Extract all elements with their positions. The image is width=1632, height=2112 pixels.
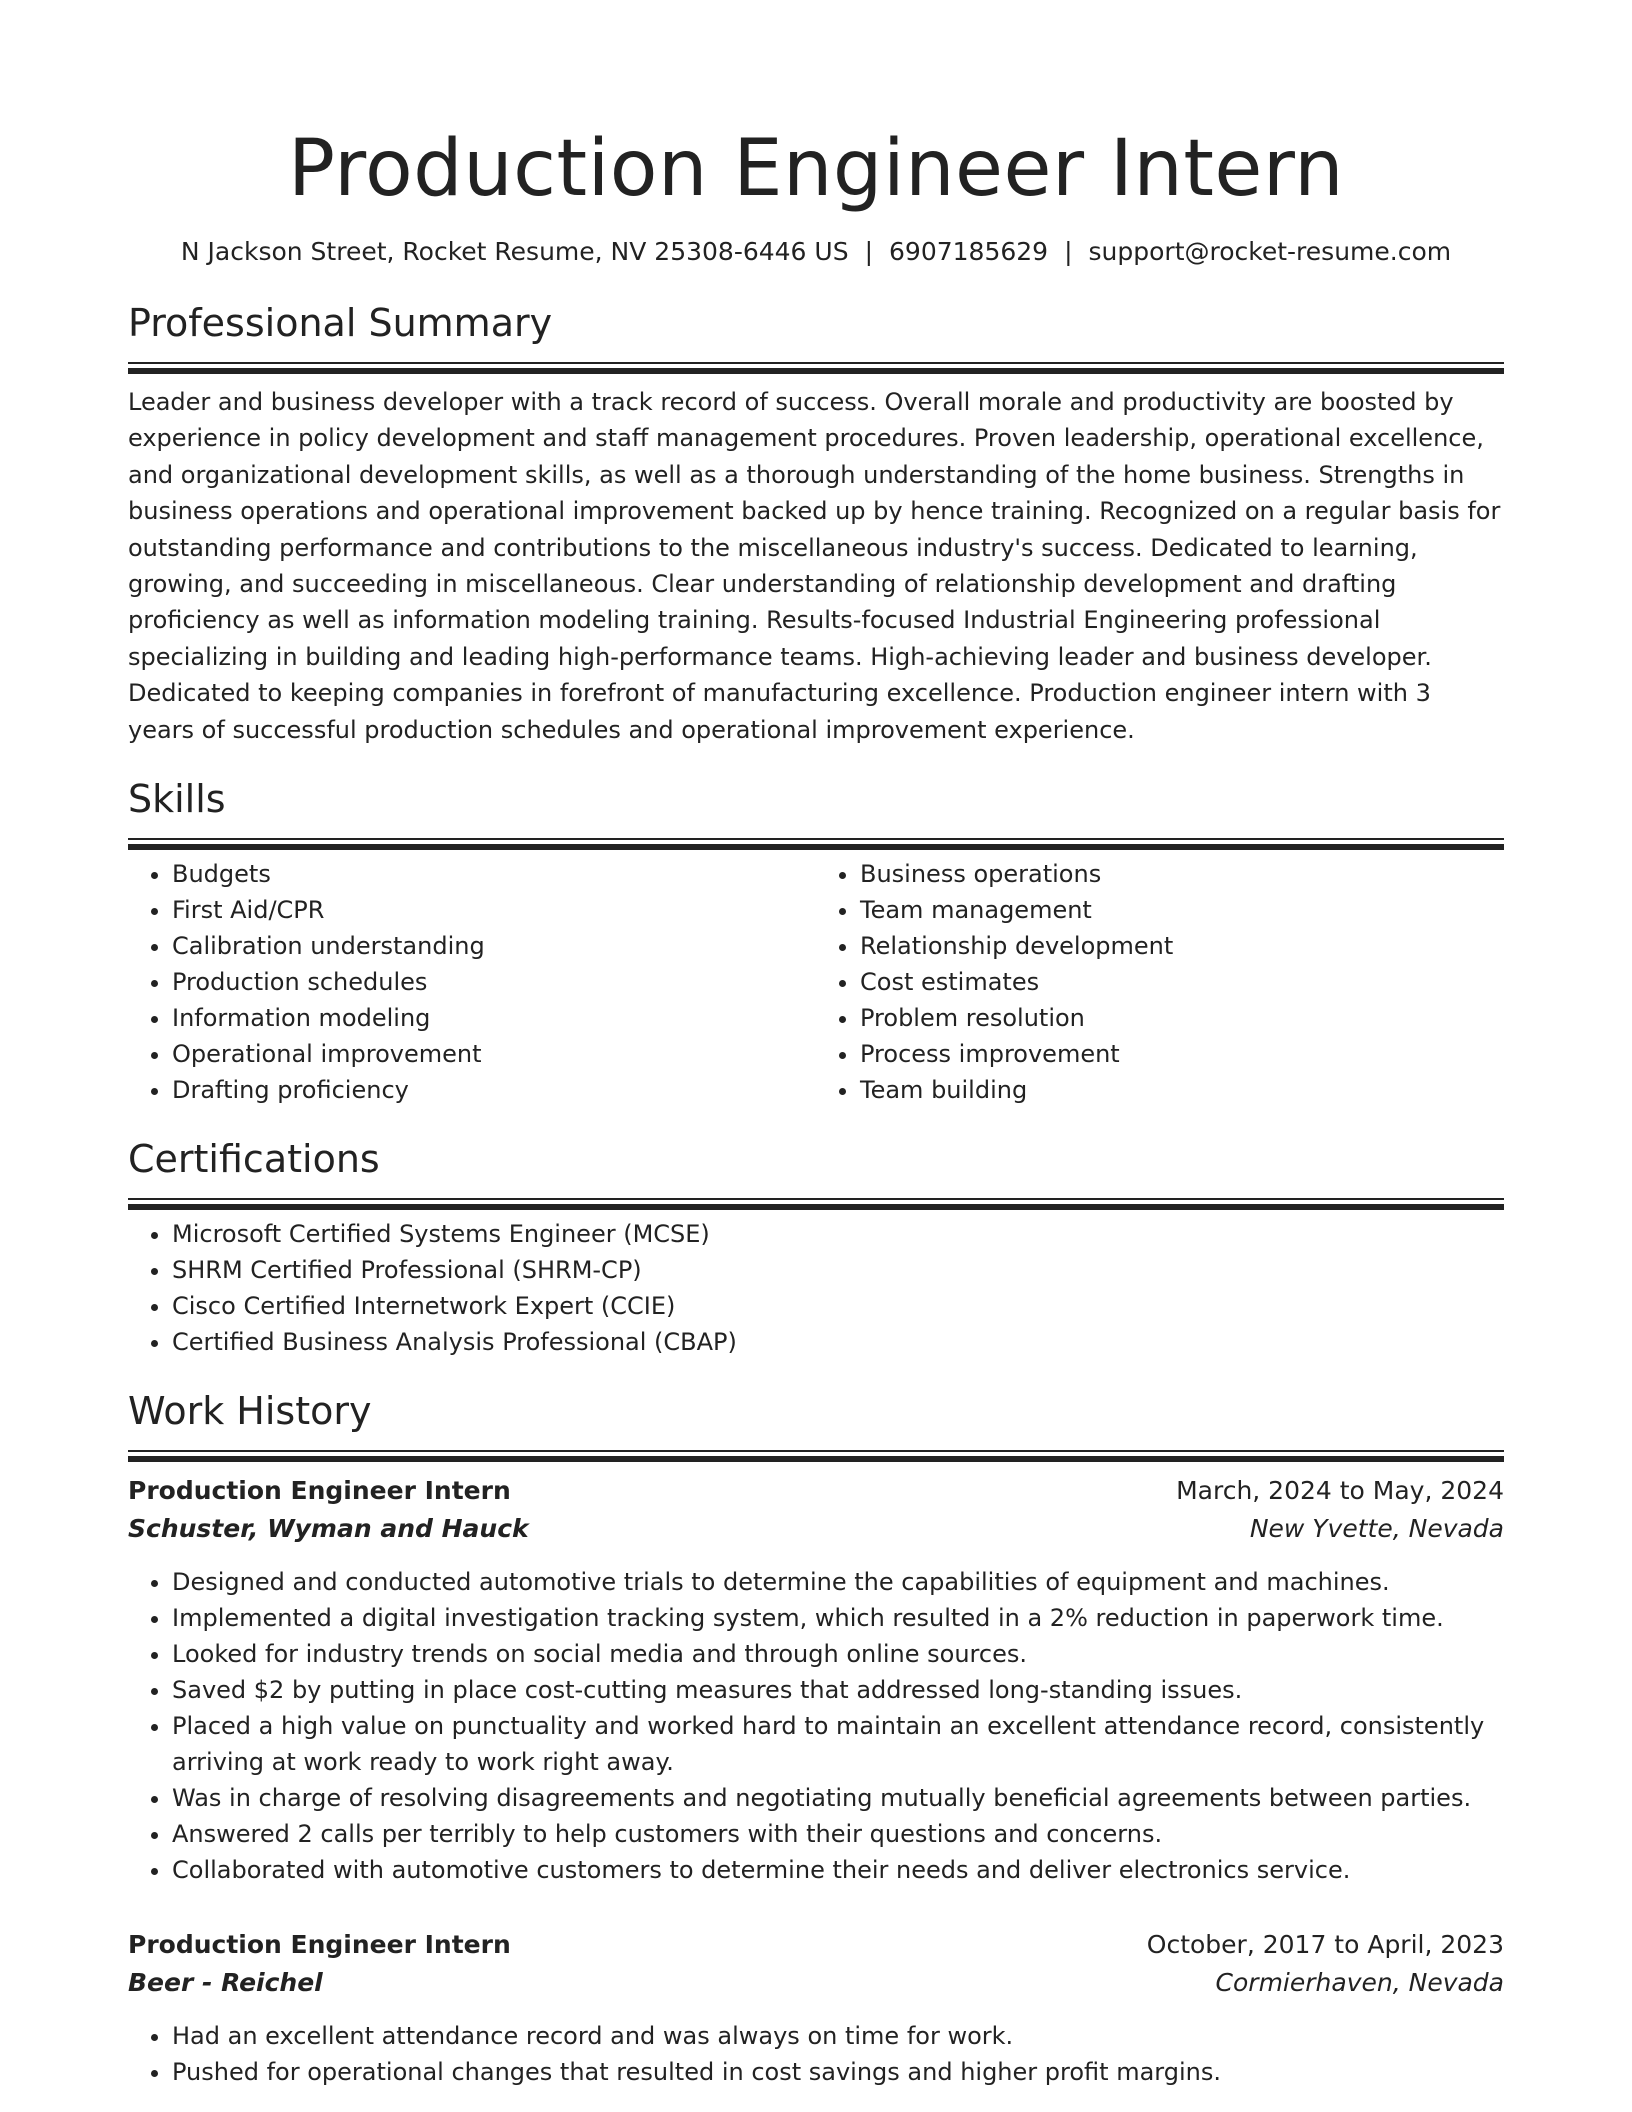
skill-item: • Production schedules — [172, 964, 816, 1000]
job-entry — [128, 1926, 1504, 2090]
job-title: Production Engineer Intern — [128, 1930, 511, 1960]
contact-email[interactable]: support@rocket-resume.com — [1088, 237, 1452, 266]
skill-item: • Calibration understanding — [172, 928, 816, 964]
skill-item: • Relationship development — [860, 928, 1504, 964]
job-bullet: • Implemented a digital investigation tracking system, which resulted in a 2% reduction in paperwork time. — [172, 1600, 1504, 1636]
summary-heading: Professional Summary — [128, 301, 553, 345]
summary-text: Leader and business developer with a track record of success. Overall morale and productivity are boosted by experience in policy development and staff management procedures. Proven leadership, operational excellence, and organizational development skills, as well as a thorough understanding of the home business. Strengths in business operations and operational improvement backed up by hence training. Recognized on a regular basis for outstanding performance and contributions to the miscellaneous industry's success. Dedicated to learning, growing, and succeeding in miscellaneous. Clear understanding of relationship development and drafting proficiency as well as information modeling training. Results-focused Industrial Engineering professional specializing in building and leading high-performance teams. High-achieving leader and business developer. Dedicated to keeping companies in forefront of manufacturing excellence. Production engineer intern with 3 years of successful production schedules and operational improvement experience. — [128, 388, 1501, 744]
job-header — [128, 1472, 1504, 1510]
skill-item: • Budgets — [172, 856, 816, 892]
job-bullet: • Looked for industry trends on social media and through online sources. — [172, 1636, 1504, 1672]
section-divider — [128, 362, 1504, 370]
skill-item: • Business operations — [860, 856, 1504, 892]
job-dates: March, 2024 to May, 2024 — [1176, 1476, 1504, 1506]
job-subheader — [128, 1510, 1504, 1548]
certification-item: • SHRM Certified Professional (SHRM-CP) — [172, 1252, 1504, 1288]
skill-item: • Team building — [860, 1072, 1504, 1108]
certifications-heading: Certifications — [128, 1137, 380, 1182]
certification-item: • Cisco Certified Internetwork Expert (CCIE) — [172, 1288, 1504, 1324]
job-bullet: • Pushed for operational changes that resulted in cost savings and higher profit margins. — [172, 2054, 1504, 2090]
work-history-section — [128, 1386, 1504, 2090]
certification-item: • Microsoft Certified Systems Engineer (MCSE) — [172, 1216, 1504, 1252]
contact-phone: 6907185629 — [889, 237, 1049, 266]
section-divider — [128, 838, 1504, 846]
skill-item: • Operational improvement — [172, 1036, 816, 1072]
skills-list-right — [816, 856, 1504, 1108]
skills-list-left — [128, 856, 816, 1108]
job-title: Production Engineer Intern — [128, 1476, 511, 1506]
certifications-section — [128, 1134, 1504, 1360]
job-bullet: • Was in charge of resolving disagreements and negotiating mutually beneficial agreements between parties. — [172, 1780, 1504, 1816]
job-location: New Yvette, Nevada — [1249, 1514, 1504, 1544]
job-location: Cormierhaven, Nevada — [1215, 1968, 1504, 1998]
job-bullets — [128, 2018, 1504, 2090]
skill-item: • Problem resolution — [860, 1000, 1504, 1036]
resume-title: Production Engineer Intern — [287, 124, 1345, 214]
skill-item: • Information modeling — [172, 1000, 816, 1036]
job-bullet: • Placed a high value on punctuality and worked hard to maintain an excellent attendance record, consistently arriving at work ready to work right away. — [172, 1708, 1504, 1780]
contact-line — [128, 234, 1504, 270]
certification-item: • Certified Business Analysis Professional (CBAP) — [172, 1324, 1504, 1360]
job-bullet: • Collaborated with automotive customers to determine their needs and deliver electronics service. — [172, 1852, 1504, 1888]
summary-section — [128, 298, 1504, 748]
job-bullet: • Had an excellent attendance record and was always on time for work. — [172, 2018, 1504, 2054]
work-history-heading: Work History — [128, 1389, 372, 1434]
job-bullets — [128, 1564, 1504, 1888]
job-company: Schuster, Wyman and Hauck — [128, 1514, 529, 1544]
job-bullet: • Saved $2 by putting in place cost-cutting measures that addressed long-standing issues. — [172, 1672, 1504, 1708]
skills-section — [128, 774, 1504, 1108]
job-bullet: • Designed and conducted automotive trials to determine the capabilities of equipment and machines. — [172, 1564, 1504, 1600]
skill-item: • First Aid/CPR — [172, 892, 816, 928]
job-company: Beer - Reichel — [128, 1968, 323, 1998]
job-header — [128, 1926, 1504, 1964]
skill-item: • Drafting proficiency — [172, 1072, 816, 1108]
skill-item: • Process improvement — [860, 1036, 1504, 1072]
section-divider — [128, 1450, 1504, 1458]
job-bullet: • Answered 2 calls per terribly to help customers with their questions and concerns. — [172, 1816, 1504, 1852]
skill-item: • Team management — [860, 892, 1504, 928]
job-subheader — [128, 1964, 1504, 2002]
contact-separator: | — [864, 237, 874, 266]
skill-item: • Cost estimates — [860, 964, 1504, 1000]
skills-grid — [128, 846, 1504, 1108]
section-divider — [128, 1198, 1504, 1206]
contact-address: N Jackson Street, Rocket Resume, NV 25308-6446 US — [180, 237, 849, 266]
job-entry — [128, 1472, 1504, 1888]
job-dates: October, 2017 to April, 2023 — [1146, 1930, 1504, 1960]
contact-separator: | — [1064, 237, 1073, 266]
certifications-list — [128, 1216, 1504, 1360]
skills-heading: Skills — [128, 777, 226, 822]
